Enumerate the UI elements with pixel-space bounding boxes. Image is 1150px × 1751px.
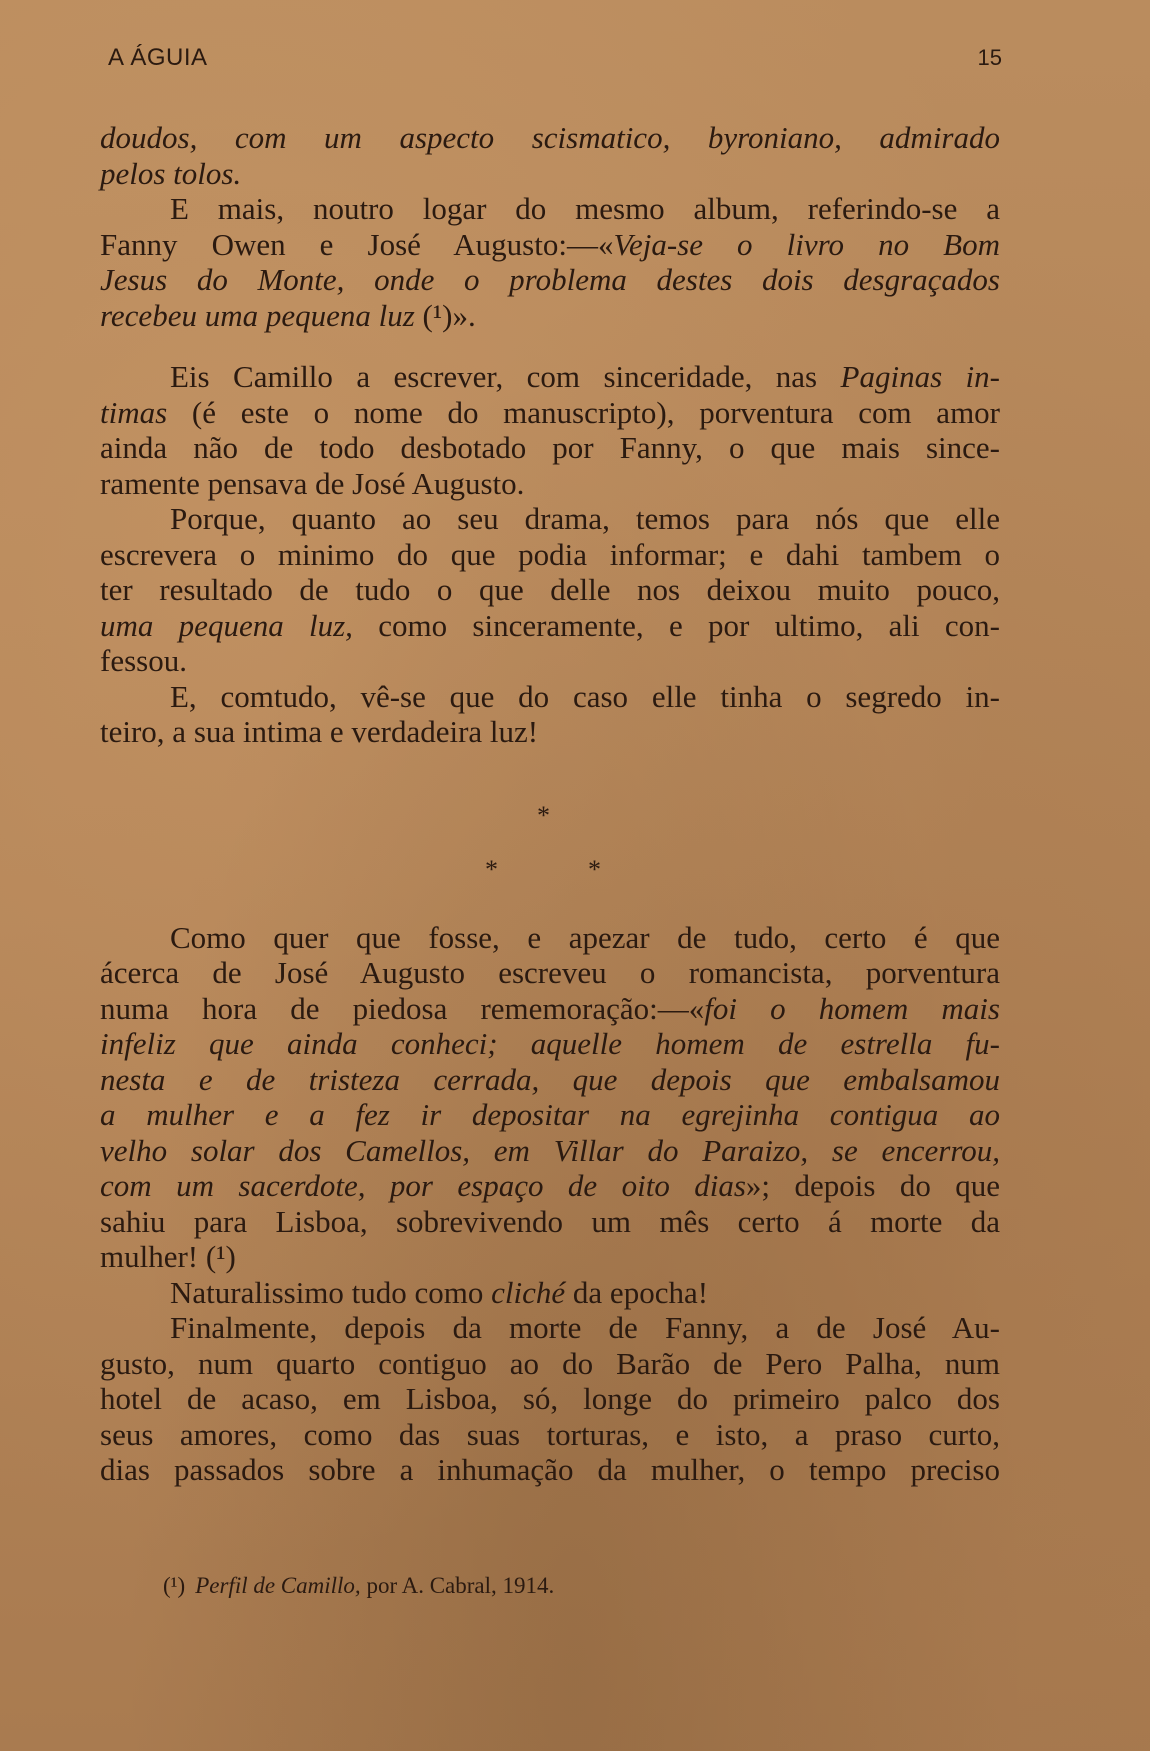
footnote-title: Perfil de Camillo, [195,1573,361,1598]
text-line: Como quer que fosse, e apezar de tudo, certo é que [170,919,1000,955]
asterism-divider [100,750,1000,884]
page-body [100,120,1000,1488]
text-fragment: uma pequena luz, [100,607,353,643]
text-fragment: timas [100,394,168,430]
text-line: sahiu para Lisboa, sobrevivendo um mês certo á morte da [100,1203,1000,1239]
paragraph-3 [100,359,1000,501]
text-line: E, comtudo, vê-se que do caso elle tinha o segredo in- [170,678,1000,714]
text-line: nesta e de tristeza cerrada, que depois que embalsamou [100,1061,1000,1097]
text-line: pelos tolos. [100,155,242,191]
text-line: doudos, com um aspecto scismatico, byroniano, admirado [100,120,1000,155]
text-line: ramente pensava de José Augusto. [100,465,525,501]
asterisk: * [485,854,498,884]
paragraph-2 [100,191,1000,333]
text-line: infeliz que ainda conheci; aquelle homem de estrella fu- [100,1026,1000,1061]
paragraph-6 [100,920,1000,1275]
text-line: ter resultado de tudo o que delle nos deixou muito pouco, [100,572,1000,607]
text-line: a mulher e a fez ir depositar na egrejinha contigua ao [100,1097,1000,1132]
text-fragment: foi o homem mais [704,990,1000,1026]
text-line: ainda não de todo desbotado por Fanny, o que mais since- [100,430,1000,465]
footnote-text: por A. Cabral, 1914. [360,1573,555,1598]
text-fragment: cliché [491,1274,566,1310]
text-fragment: Eis Camillo a escrever, com sinceridade, nas [170,359,841,394]
text-line: gusto, num quarto contiguo ao do Barão de Pero Palha, num [100,1345,1000,1381]
text-fragment: Naturalissimo tudo como [170,1274,492,1310]
text-line: escrevera o minimo do que podia informar; e dahi tambem o [100,536,1000,572]
text-fragment: Veja-se o livro no Bom [613,226,1000,262]
paragraph-7 [100,1275,1000,1311]
text-line: Finalmente, depois da morte de Fanny, a de José Au- [170,1310,1000,1345]
text-line: hotel de acaso, em Lisboa, só, longe do primeiro palco dos [100,1381,1000,1416]
text-line: teiro, a sua intima e verdadeira luz! [100,714,539,749]
paragraph-8 [100,1310,1000,1488]
footnote-ref: (¹)». [414,297,476,333]
text-fragment: como sinceramente, e por ultimo, ali con- [352,607,1000,643]
text-line: velho solar dos Camellos, em Villar do Paraizo, se encerrou, [100,1132,1000,1168]
text-line: E mais, noutro logar do mesmo album, referindo-se a [170,191,1000,226]
text-line: mulher! (¹) [100,1239,236,1274]
paragraph-1 [100,120,1000,191]
text-fragment: (é este o nome do manuscripto), porventura com amor [167,394,1000,430]
page-number: 15 [977,45,1002,70]
text-line: Porque, quanto ao seu drama, temos para nós que elle [170,501,1000,536]
asterisk: * [588,854,601,884]
text-fragment: numa hora de piedosa rememoração:—« [100,990,705,1026]
text-line: ácerca de José Augusto escreveu o romancista, porventura [100,955,1000,990]
text-line: fessou. [100,643,187,678]
text-fragment: Paginas in- [840,359,1000,394]
text-fragment: recebeu uma pequena luz [100,297,415,333]
page-header [108,44,1002,72]
text-fragment: com um sacerdote, por espaço de oito dias [100,1168,746,1203]
text-line: seus amores, como das suas torturas, e isto, a praso curto, [100,1416,1000,1452]
paragraph-4 [100,501,1000,679]
asterisk: * [537,800,550,830]
running-head: A ÁGUIA [108,44,208,71]
text-fragment: da epocha! [565,1274,709,1310]
text-line: dias passados sobre a inhumação da mulher, o tempo preciso [100,1452,1000,1487]
footnote [163,1573,554,1599]
text-fragment: Fanny Owen e José Augusto:—« [100,226,614,262]
paragraph-5 [100,679,1000,750]
text-fragment: »; depois do que [745,1168,1000,1203]
footnote-marker: (¹) [163,1573,186,1598]
text-line: Jesus do Monte, onde o problema destes dois desgraçados [100,262,1000,297]
